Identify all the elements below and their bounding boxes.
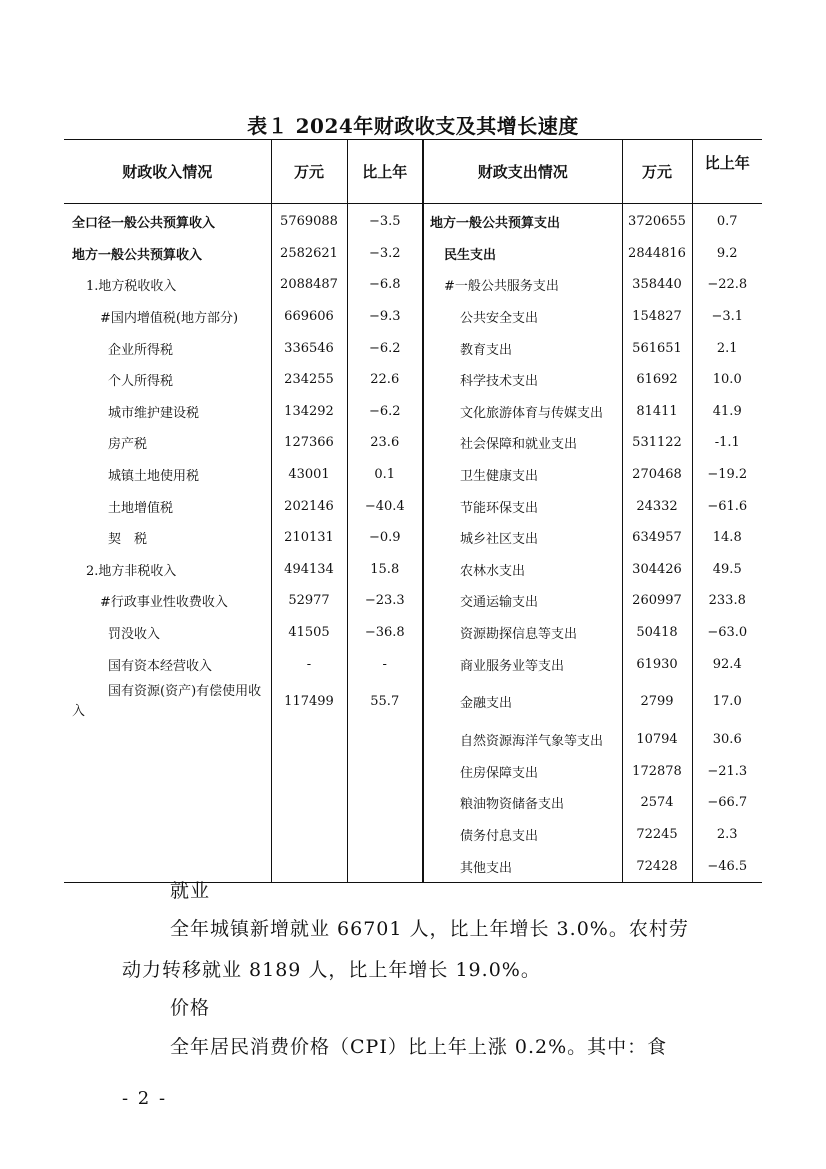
table-row xyxy=(64,301,762,333)
revenue-item-amount: 5769088 xyxy=(271,204,347,238)
table-row xyxy=(64,680,762,724)
expenditure-item-change: 2.1 xyxy=(716,340,738,356)
expenditure-item-change: −63.0 xyxy=(707,625,748,641)
table-row xyxy=(64,522,762,554)
expenditure-item-amount: 2574 xyxy=(622,787,692,819)
expenditure-item-change: 92.4 xyxy=(712,656,742,672)
revenue-item-change: −3.2 xyxy=(347,238,423,270)
expenditure-item-change: −46.5 xyxy=(692,850,762,882)
revenue-item-amount: 117499 xyxy=(271,680,347,724)
expenditure-item-amount: 531122 xyxy=(622,427,692,459)
expenditure-item-name: 其他支出 xyxy=(423,850,622,882)
expenditure-item-change: −66.7 xyxy=(707,795,748,811)
table-row xyxy=(64,269,762,301)
revenue-item-amount: 41505 xyxy=(271,617,347,649)
expenditure-item-change: 233.8 xyxy=(708,593,746,609)
revenue-item-change xyxy=(347,756,423,788)
expenditure-item-amount: 260997 xyxy=(622,585,692,617)
header-revenue-amount: 万元 xyxy=(271,140,347,204)
revenue-item-change: −3.5 xyxy=(347,204,423,238)
expenditure-item-name: 交通运输支出 xyxy=(423,585,622,617)
expenditure-item-name: 地方一般公共预算支出 xyxy=(423,204,622,238)
revenue-item-name xyxy=(64,756,271,788)
table-row xyxy=(64,204,762,238)
table-row xyxy=(64,396,762,428)
revenue-item-change: 55.7 xyxy=(347,680,423,724)
expenditure-item-change: 17.0 xyxy=(712,694,742,710)
table-row xyxy=(64,490,762,522)
revenue-item-amount: 43001 xyxy=(271,459,347,491)
expenditure-item-name: 城乡社区支出 xyxy=(423,522,622,554)
revenue-item-name: 1.地方税收收入 xyxy=(64,269,271,301)
price-heading: 价格 xyxy=(170,997,211,1019)
employment-paragraph-line-1: 全年城镇新增就业 66701 人，比上年增长 3.0%。农村劳 xyxy=(170,918,689,940)
revenue-item-name xyxy=(64,724,271,756)
revenue-item-name: 房产税 xyxy=(64,427,271,459)
expenditure-item-amount: 172878 xyxy=(622,756,692,788)
expenditure-item-amount: 634957 xyxy=(622,522,692,554)
revenue-item-name: 个人所得税 xyxy=(64,364,271,396)
revenue-item-name: 地方一般公共预算收入 xyxy=(64,238,271,270)
revenue-item-name: 罚没收入 xyxy=(64,617,271,649)
table-row xyxy=(64,850,762,882)
expenditure-item-amount: 61930 xyxy=(622,648,692,680)
expenditure-item-change: -1.1 xyxy=(714,435,740,451)
revenue-item-name: 全口径一般公共预算收入 xyxy=(64,204,271,238)
expenditure-item-change: −3.1 xyxy=(711,309,744,325)
header-revenue-change: 比上年 xyxy=(347,140,423,204)
table-row xyxy=(64,364,762,396)
table-row xyxy=(64,724,762,756)
expenditure-item-name: 公共安全支出 xyxy=(423,301,622,333)
expenditure-item-name: 农林水支出 xyxy=(423,554,622,586)
expenditure-item-amount: 154827 xyxy=(622,301,692,333)
price-paragraph-line-1: 全年居民消费价格（CPI）比上年上涨 0.2%。其中：食 xyxy=(170,1036,668,1058)
revenue-item-change: −40.4 xyxy=(347,490,423,522)
revenue-item-change: −36.8 xyxy=(347,617,423,649)
revenue-item-name xyxy=(64,819,271,851)
revenue-item-change: −6.2 xyxy=(347,332,423,364)
header-revenue: 财政收入情况 xyxy=(64,140,271,204)
table-row xyxy=(64,819,762,851)
revenue-item-change: 15.8 xyxy=(347,554,423,586)
header-expenditure: 财政支出情况 xyxy=(423,140,622,204)
expenditure-item-name: 资源勘探信息等支出 xyxy=(423,617,622,649)
revenue-item-change: 23.6 xyxy=(347,427,423,459)
header-expenditure-change: 比上年 xyxy=(692,140,762,204)
revenue-item-amount: 669606 xyxy=(271,301,347,333)
expenditure-item-amount: 61692 xyxy=(622,364,692,396)
revenue-item-name: 2.地方非税收入 xyxy=(64,554,271,586)
revenue-item-name: 国有资本经营收入 xyxy=(64,648,271,680)
revenue-item-name: #国内增值税(地方部分) xyxy=(64,301,271,333)
expenditure-item-change: −61.6 xyxy=(707,498,748,514)
table-row xyxy=(64,427,762,459)
expenditure-item-change: 9.2 xyxy=(716,245,738,261)
revenue-item-change: −9.3 xyxy=(347,301,423,333)
revenue-item-name: 土地增值税 xyxy=(64,490,271,522)
revenue-item-change: −0.9 xyxy=(347,522,423,554)
revenue-item-name: 城镇土地使用税 xyxy=(64,459,271,491)
expenditure-item-name: 商业服务业等支出 xyxy=(423,648,622,680)
expenditure-item-amount: 561651 xyxy=(622,332,692,364)
revenue-item-amount: 52977 xyxy=(271,585,347,617)
table-row xyxy=(64,585,762,617)
expenditure-item-name: 科学技术支出 xyxy=(423,364,622,396)
expenditure-item-change: 14.8 xyxy=(712,530,742,546)
expenditure-item-amount: 72428 xyxy=(622,850,692,882)
revenue-item-name xyxy=(64,850,271,882)
expenditure-item-change: 49.5 xyxy=(712,561,742,577)
revenue-item-amount: - xyxy=(271,648,347,680)
employment-heading: 就业 xyxy=(170,880,211,902)
revenue-item-amount: 202146 xyxy=(271,490,347,522)
expenditure-item-change: −19.2 xyxy=(707,467,748,483)
expenditure-item-name: 自然资源海洋气象等支出 xyxy=(423,724,622,756)
table-header-row xyxy=(64,140,762,204)
revenue-item-amount xyxy=(271,819,347,851)
expenditure-item-name: 社会保障和就业支出 xyxy=(423,427,622,459)
expenditure-item-change: 2.3 xyxy=(716,826,738,842)
header-expenditure-amount: 万元 xyxy=(622,140,692,204)
revenue-item-change: −23.3 xyxy=(347,585,423,617)
expenditure-item-name: #一般公共服务支出 xyxy=(423,269,622,301)
revenue-item-change xyxy=(347,724,423,756)
revenue-item-amount xyxy=(271,850,347,882)
revenue-item-amount: 127366 xyxy=(271,427,347,459)
revenue-item-name: 国有资源(资产)有偿使用收入 xyxy=(64,680,271,724)
expenditure-item-change: 0.7 xyxy=(716,214,738,230)
expenditure-item-amount: 2844816 xyxy=(622,238,692,270)
expenditure-item-amount: 304426 xyxy=(622,554,692,586)
revenue-item-change: 0.1 xyxy=(347,459,423,491)
table-row xyxy=(64,459,762,491)
expenditure-item-change: −22.8 xyxy=(707,277,748,293)
expenditure-item-name: 民生支出 xyxy=(423,238,622,270)
expenditure-item-change: −21.3 xyxy=(707,763,748,779)
expenditure-item-name: 粮油物资储备支出 xyxy=(423,787,622,819)
revenue-item-amount: 2088487 xyxy=(271,269,347,301)
expenditure-item-amount: 10794 xyxy=(622,724,692,756)
expenditure-item-change: 41.9 xyxy=(712,403,742,419)
expenditure-item-amount: 24332 xyxy=(622,490,692,522)
table-row xyxy=(64,648,762,680)
revenue-item-amount: 2582621 xyxy=(271,238,347,270)
expenditure-item-amount: 81411 xyxy=(622,396,692,428)
expenditure-item-amount: 358440 xyxy=(622,269,692,301)
revenue-item-name: 契 税 xyxy=(64,522,271,554)
revenue-item-name xyxy=(64,787,271,819)
page-number: - 2 - xyxy=(122,1088,168,1109)
table-row xyxy=(64,332,762,364)
expenditure-item-name: 文化旅游体育与传媒支出 xyxy=(423,396,622,428)
expenditure-item-name: 节能环保支出 xyxy=(423,490,622,522)
expenditure-item-amount: 270468 xyxy=(622,459,692,491)
expenditure-item-amount: 3720655 xyxy=(622,204,692,238)
expenditure-item-name: 住房保障支出 xyxy=(423,756,622,788)
revenue-item-amount xyxy=(271,787,347,819)
expenditure-item-name: 教育支出 xyxy=(423,332,622,364)
expenditure-item-amount: 72245 xyxy=(622,819,692,851)
revenue-item-amount: 210131 xyxy=(271,522,347,554)
revenue-item-amount: 336546 xyxy=(271,332,347,364)
table-row xyxy=(64,238,762,270)
fiscal-table xyxy=(64,139,762,883)
revenue-item-change: - xyxy=(347,648,423,680)
table-row xyxy=(64,554,762,586)
expenditure-item-name: 卫生健康支出 xyxy=(423,459,622,491)
expenditure-item-amount: 2799 xyxy=(622,680,692,724)
revenue-item-amount xyxy=(271,724,347,756)
revenue-item-amount: 494134 xyxy=(271,554,347,586)
revenue-item-change: −6.8 xyxy=(347,269,423,301)
revenue-item-amount: 234255 xyxy=(271,364,347,396)
employment-paragraph-line-2: 动力转移就业 8189 人，比上年增长 19.0%。 xyxy=(122,959,541,981)
revenue-item-amount xyxy=(271,756,347,788)
revenue-item-change xyxy=(347,850,423,882)
table-title: 表１ 2024年财政收支及其增长速度 xyxy=(247,114,579,138)
revenue-item-change: 22.6 xyxy=(347,364,423,396)
expenditure-item-name: 债务付息支出 xyxy=(423,819,622,851)
revenue-item-name: #行政事业性收费收入 xyxy=(64,585,271,617)
revenue-item-name: 企业所得税 xyxy=(64,332,271,364)
revenue-item-name: 城市维护建设税 xyxy=(64,396,271,428)
expenditure-item-change: 30.6 xyxy=(712,732,742,748)
revenue-item-change xyxy=(347,787,423,819)
expenditure-item-name: 金融支出 xyxy=(423,680,622,724)
table-row xyxy=(64,756,762,788)
expenditure-item-change: 10.0 xyxy=(712,372,742,388)
table-row xyxy=(64,787,762,819)
revenue-item-change xyxy=(347,819,423,851)
revenue-item-change: −6.2 xyxy=(347,396,423,428)
expenditure-item-amount: 50418 xyxy=(622,617,692,649)
revenue-item-amount: 134292 xyxy=(271,396,347,428)
table-row xyxy=(64,617,762,649)
